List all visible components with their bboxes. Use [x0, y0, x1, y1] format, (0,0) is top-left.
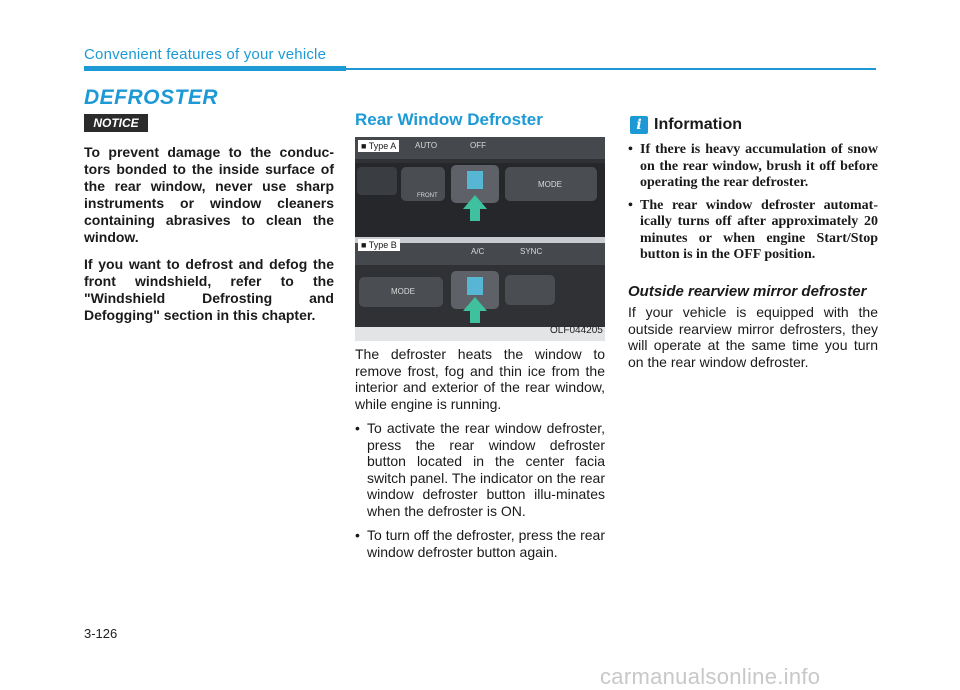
info-icon: i [630, 116, 648, 134]
page-number: 3-126 [84, 626, 118, 641]
notice-badge: NOTICE [84, 114, 148, 132]
bullet-dot: • [628, 197, 633, 213]
info-bullet-text-1: If there is heavy accumulation of snow on the rear window, brush it off before operating the rear defroster. [640, 142, 878, 190]
info-bullet-1 [628, 142, 878, 192]
info-title: Information [654, 116, 742, 133]
sync-button-label: SYNC [520, 247, 543, 256]
image-caption: OLF044205 [550, 325, 603, 336]
rear-intro: The defroster heats the window to remove frost, fog and thin ice from the interior and exterior of the rear window, while engine is running. [355, 346, 605, 412]
type-b-label: ■ Type B [358, 239, 400, 251]
bullet-dot: • [355, 527, 360, 543]
info-bullet-text-2: The rear window defroster automat-ically turns off after approximately 20 minutes or when engine Start/Stop button is in the OFF position. [640, 197, 878, 262]
watermark: carmanualsonline.info [600, 664, 821, 689]
notice-paragraph-1: To prevent damage to the conduc-tors bonded to the inside surface of the rear window, never use sharp instruments or window cleaners containing abrasives to clean the window. [84, 144, 334, 245]
rear-bullet-2 [355, 527, 605, 560]
mode-button-label-a: MODE [538, 180, 562, 189]
ac-button-label: A/C [471, 247, 485, 256]
control-panel-image [355, 137, 605, 341]
info-body [628, 142, 878, 270]
section-title: Convenient features of your vehicle [84, 46, 327, 63]
type-a-label: ■ Type A [358, 140, 399, 152]
rear-bullet-text-1: To activate the rear window defroster, press the rear window defroster button located in the center facia switch panel. The indicator on the rear window defroster button illu-minates when the defroster is ON. [367, 420, 605, 519]
info-bullet-2 [628, 198, 878, 264]
mirror-defroster-text: If your vehicle is equipped with the outside rearview mirror defrosters, they will operate at the same time you turn on the rear window defroster. [628, 304, 878, 370]
page-heading: DEFROSTER [84, 86, 219, 109]
notice-text [84, 144, 334, 334]
header-rule-thick [84, 66, 346, 71]
off-button-label: OFF [470, 141, 486, 150]
bullet-dot: • [628, 142, 633, 157]
rear-defroster-body [355, 346, 605, 568]
rear-defroster-heading: Rear Window Defroster [355, 110, 543, 129]
bullet-dot: • [355, 420, 360, 436]
auto-button-label: AUTO [415, 141, 438, 150]
rear-bullet-1 [355, 420, 605, 519]
mirror-defroster-heading: Outside rearview mirror defroster [628, 283, 867, 300]
header-rule-thin [346, 68, 876, 70]
rear-bullet-text-2: To turn off the defroster, press the rear window defroster button again. [367, 527, 605, 560]
mode-button-label-b: MODE [391, 287, 415, 296]
notice-paragraph-2: If you want to defrost and defog the front windshield, refer to the "Windshield Defrosting and Defogging" section in this chapter. [84, 256, 334, 323]
front-button-label: FRONT [417, 193, 438, 199]
